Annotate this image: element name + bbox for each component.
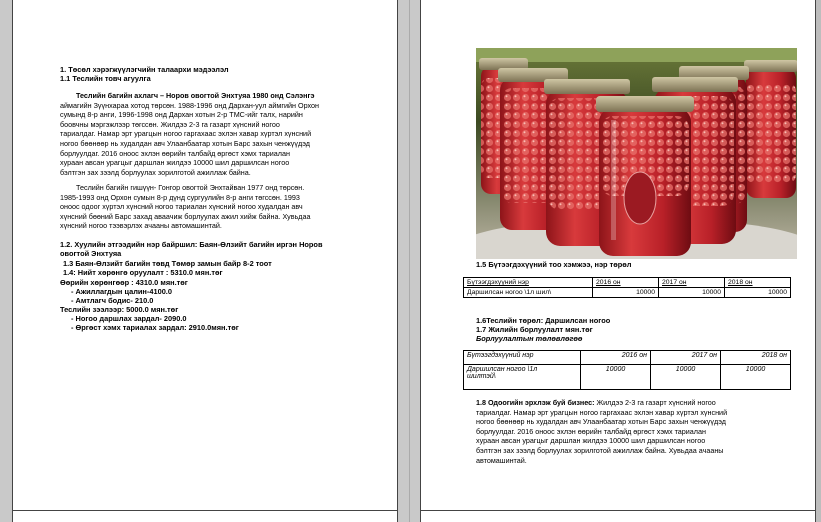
pickled-jars-photo (476, 48, 797, 259)
table-header-cell: Бүтээгдэхүүний нэр (464, 278, 593, 288)
own-capital: Өөрийн хөрөнгөөр : 4310.0 мян.төг (60, 278, 188, 287)
vertical-scrollbar[interactable] (816, 0, 821, 522)
table-header-row (464, 351, 791, 365)
table-header-cell: 2017 он (651, 351, 721, 365)
page-bottom-border (13, 510, 397, 511)
table-cell: 10000 (659, 288, 725, 298)
own-item-text: Ажиллагдын цалин-4100.0 (75, 287, 172, 296)
page-bottom-border (421, 510, 815, 511)
document-page-2 (420, 0, 816, 522)
heading-1-8: 1.8 Одоогийн эрхлэж буй бизнес: (476, 398, 595, 407)
line-1-3: 1.3 Баян-Өлзийт багийн төвд Төмөр замын байр 8-2 тоот (63, 259, 272, 268)
table-row (464, 288, 791, 298)
heading-1: 1. Төсөл хэрэгжүүлэгчийн талаархи мэдээлэл (60, 65, 229, 74)
loan-item: - Ногоо даршлах зардал- 2090.0 (71, 314, 187, 323)
table-cell: Даршилсан ногоо \1л шил\ (464, 288, 593, 298)
cell-line: шилтэй\ (467, 373, 496, 380)
table-cell: 10000 (593, 288, 659, 298)
paragraph-first-text: Жилдээ 2-3 га газарт хүнсний ногоо (594, 398, 716, 407)
paragraph-line: 1985-1993 онд Орхон сумын 8-р дүнд сургуулийн 8-р анги төгссөн. 1993 (60, 192, 300, 202)
heading-1-1: 1.1 Теслийн товч агуулга (60, 74, 151, 83)
paragraph-line: ногоо бөөнөөр нь худалдан авч Улаанбаатар хотын Барс захын ченжүүдэд (60, 138, 310, 148)
paragraph-line: сумынд 8-р анги, 1996-1998 онд Дархан хотын 2-р ТМС-ийг талх, нарийн (60, 110, 303, 120)
paragraph-line: хураан авсан урагцыг даршлан жилдээ 10000 шил даршилсан ногоо (60, 158, 290, 168)
table-header-row (464, 278, 791, 288)
table-header-cell: 2017 он (659, 278, 725, 288)
paragraph-line: борлуулдаг. 2016 оноос эхлэн өөрийн талбайд өргөст хэмх тариалан (476, 426, 706, 436)
table-cell: 10000 (651, 365, 721, 390)
paragraph-line: оноос одоог хүртэл хүнсний ногоо тариалан хүнсний ногоо худалдан авч (60, 202, 303, 212)
image-caption: 1.5 Бүтээгдэхүүний тоо хэмжээ, нэр төрөл (476, 260, 632, 269)
paragraph-line: автомашинтай. (476, 455, 527, 465)
table-cell: 10000 (721, 365, 791, 390)
paragraph-current-business (476, 398, 786, 465)
line-1-7: 1.7 Жилийн борлуулалт мян.төг (476, 325, 593, 334)
paragraph-leader-bio (60, 91, 360, 177)
loan-amount: Теслийн зээлээр: 5000.0 мян.төг (60, 305, 179, 314)
paragraph-line: борлуулдаг. 2016 оноос эхлэн өөрийн талбайд өргөст хэмх тариалан (60, 148, 290, 158)
sales-plan-title: Борлуулалтын төлөвлөгөө (476, 334, 583, 343)
own-item: - Амтлагч бодис- 210.0 (71, 296, 154, 305)
own-item-text: Амтлагч бодис- 210.0 (75, 296, 154, 305)
page-gutter (409, 0, 410, 522)
line-1-6: 1.6Теслийн төрөл: Даршилсан ногоо (476, 316, 611, 325)
own-item: - Ажиллагдын цалин-4100.0 (71, 287, 172, 296)
paragraph-member-bio (60, 183, 360, 231)
paragraph-line: боовчны мэргэжлээр төгссөн. Жилдээ 2-3 га газарт хүнсний ногоо (60, 119, 280, 129)
line-1-4: 1.4: Нийт хөрөнгө оруулалт : 5310.0 мян.төг (63, 268, 223, 277)
table-cell (464, 365, 581, 390)
paragraph-line: ногоо бөөнөөр нь худалдан авч Улаанбаатар хотын Барс захын ченжүүдэд (476, 417, 726, 427)
paragraph-line: аймагийн Зүүнхараа хотод төрсөн. 1988-1996 онд Дархан-уул аймгийн Орхон (60, 100, 319, 110)
paragraph-line: хураан авсан урагцыг даршлан жилдээ 10000 шил даршилсан ногоо (476, 436, 706, 446)
table-cell: 10000 (725, 288, 791, 298)
paragraph-lead-line: Теслийн багийн ахлагч – Норов овогтой Энхтуяа 1980 онд Сэлэнгэ (76, 91, 315, 100)
table-header-cell: 2016 он (593, 278, 659, 288)
paragraph-line: хүнсний ногоо тээвэрлэх ачааны автомашинтай. (60, 221, 222, 231)
document-page-1 (12, 0, 398, 522)
paragraph-line: бэлтгэн зах зээлд борлуулах зорилготой ажиллаж байна. (60, 167, 251, 177)
paragraph-line: тариалдаг. Намар эрт урагцын ногоо гаргахаас эхлэн хавар хүртэл хүнсний (60, 129, 312, 139)
heading-1-2: 1.2. Хуулийн этгээдийн нэр байршил: Баян-Өлзийт багийн иргэн Норов (60, 240, 323, 249)
heading-1-2-cont: овогтой Энхтуяа (60, 249, 122, 258)
paragraph-line: хүнсний бөөний Барс захад аваачиж борлуулах ажил хийж байна. Хувьдаа (60, 211, 311, 221)
paragraph-line: бэлтгэн зах зээлд борлуулах зорилготой ажиллаж байна. Хувьдаа ачааны (476, 445, 724, 455)
cell-line: Даршилсан ногоо \1л (467, 366, 538, 373)
table-cell: 10000 (581, 365, 651, 390)
paragraph-first-line (476, 398, 786, 408)
table-header-cell: 2018 он (725, 278, 791, 288)
sales-plan-table (463, 350, 791, 390)
production-table (463, 277, 791, 298)
table-row (464, 365, 791, 390)
loan-item-text: Ногоо даршлах зардал- 2090.0 (75, 314, 187, 323)
paragraph-line: Теслийн багийн гишүүн- Гонгор овогтой Энхтайван 1977 онд төрсөн. (76, 183, 305, 192)
table-header-cell: Бүтээгдэхүүний нэр (464, 351, 581, 365)
table-header-cell: 2018 он (721, 351, 791, 365)
paragraph-line: тариалдаг. Намар эрт урагцын ногоо гаргахаас эхлэн хавар хүртэл хүнсний (476, 407, 728, 417)
loan-item: - Өргөст хэмх тариалах зардал: 2910.0мян.төг (71, 323, 239, 332)
loan-item-text: Өргөст хэмх тариалах зардал: 2910.0мян.төг (75, 323, 239, 332)
jars-illustration (476, 48, 797, 259)
table-header-cell: 2016 он (581, 351, 651, 365)
